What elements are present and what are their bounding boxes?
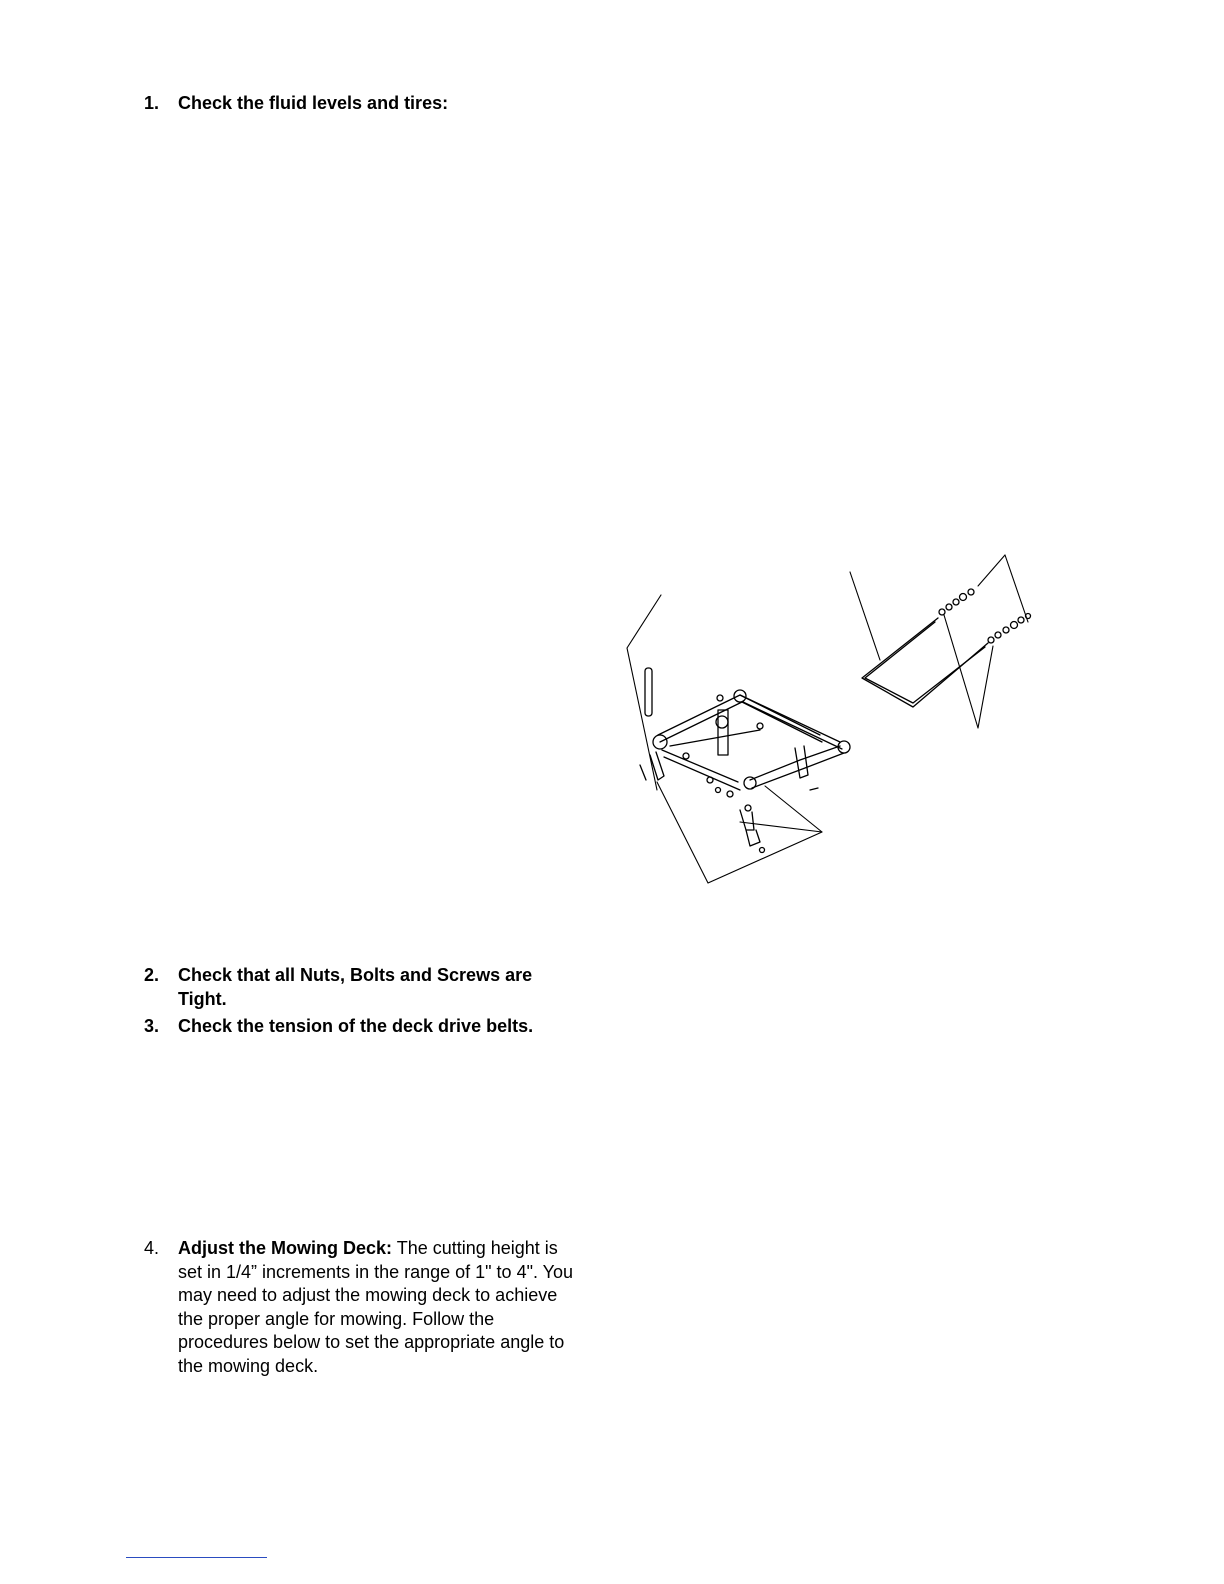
step-3: [144, 1015, 584, 1039]
step-3-title: Check the tension of the deck drive belts.: [178, 1016, 534, 1036]
step-4-description: The cutting height is set in 1/4” increments in the range of 1" to 4". You may need to adjust the mowing deck to achieve the proper angle for mowing. Follow the procedures below to set the appropriate angle to the mowing deck.: [178, 1238, 574, 1376]
step-4-number: 4.: [144, 1238, 160, 1258]
step-1-title: Check the fluid levels and tires:: [178, 93, 449, 113]
deck-lift-rod-assembly: [862, 589, 1031, 707]
deck-lift-assembly-illustration: [600, 550, 1050, 895]
step-3-number: 3.: [144, 1016, 160, 1036]
step-4-title: Adjust the Mowing Deck:: [178, 1238, 393, 1258]
footer-rule: [126, 1557, 267, 1558]
step-2-number: 2.: [144, 965, 160, 985]
lift-frame-assembly: [640, 668, 850, 853]
callout-leader-lines: [627, 555, 1028, 883]
step-1: [144, 92, 584, 116]
step-1-number: 1.: [144, 93, 160, 113]
step-4-paragraph: [178, 1237, 584, 1378]
step-2-title: Check that all Nuts, Bolts and Screws are Tight.: [178, 965, 533, 1009]
step-2: [144, 964, 584, 1011]
step-4: [144, 1237, 584, 1378]
